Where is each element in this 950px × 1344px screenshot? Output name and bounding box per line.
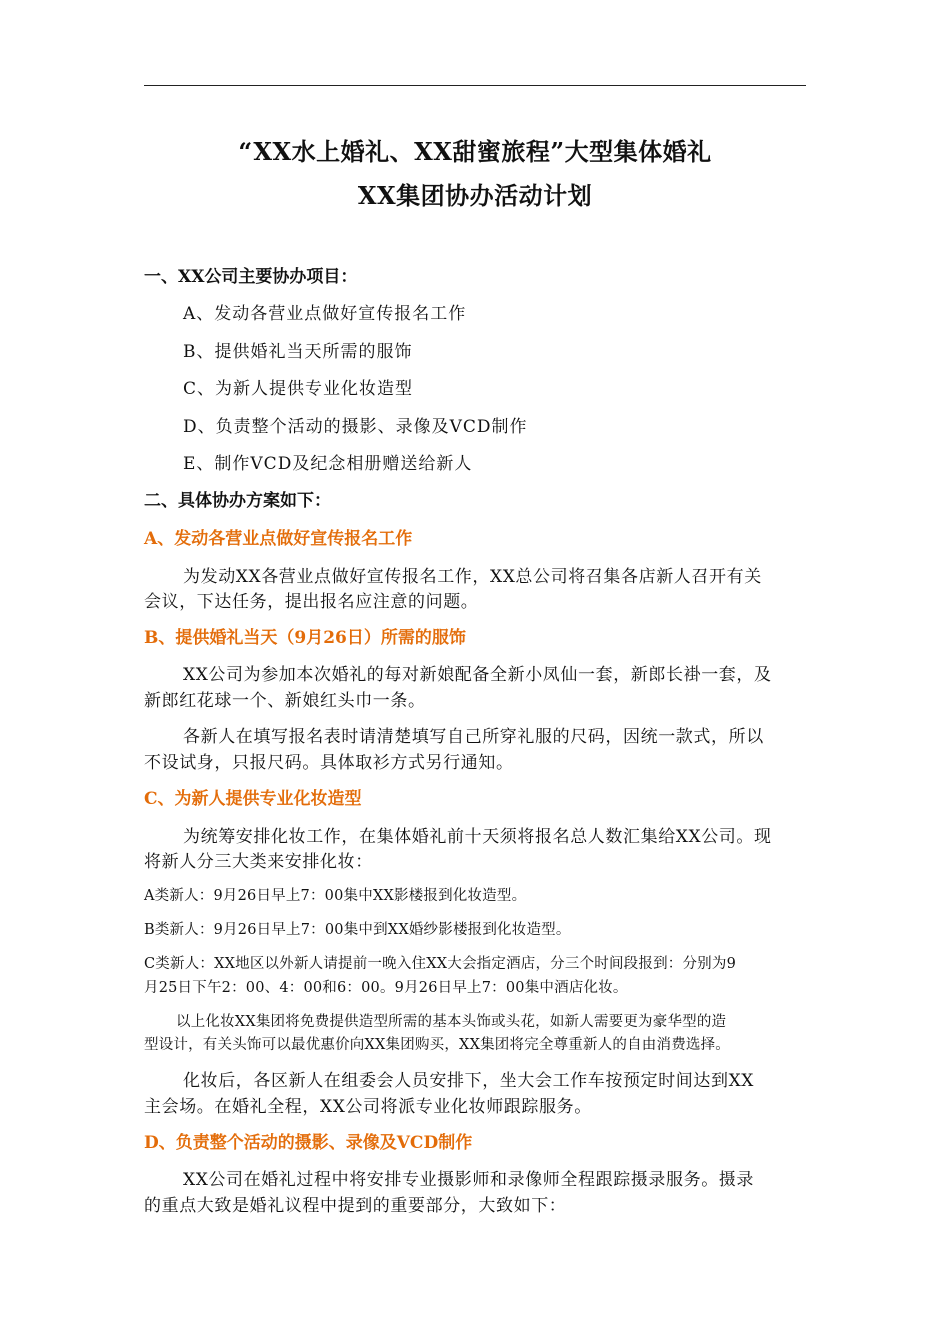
section2-d-heading: D、负责整个活动的摄影、录像及VCD制作: [144, 1133, 473, 1153]
section2-d-paragraph-line2: 的重点大致是婚礼议程中提到的重要部分，大致如下：: [144, 1196, 567, 1216]
section2-d-paragraph-line1: XX公司在婚礼过程中将安排专业摄影师和录像师全程跟踪摄录服务。摄录: [183, 1170, 755, 1190]
section2-c-paragraph2-line1: 以上化妆XX集团将免费提供造型所需的基本头饰或头花，如新人需要更为豪华型的造: [176, 1014, 727, 1030]
section1-item-d: D、负责整个活动的摄影、录像及VCD制作: [183, 417, 528, 437]
section2-c-paragraph1-line1: 为统筹安排化妆工作，在集体婚礼前十天须将报名总人数汇集给XX公司。现: [183, 827, 772, 847]
section1-heading: 一、XX公司主要协办项目：: [144, 267, 358, 287]
section1-item-e: E、制作VCD及纪念相册赠送给新人: [183, 454, 473, 474]
section2-b-heading: B、提供婚礼当天（9月26日）所需的服饰: [144, 628, 466, 648]
section1-item-b: B、提供婚礼当天所需的服饰: [183, 342, 413, 362]
section2-c-paragraph2-line2: 型设计，有关头饰可以最优惠价向XX集团购买，XX集团将完全尊重新人的自由消费选择。: [144, 1037, 730, 1053]
section2-b-paragraph1-line2: 新郎红花球一个、新娘红头巾一条。: [144, 691, 426, 711]
section2-b-paragraph1-line1: XX公司为参加本次婚礼的每对新娘配备全新小凤仙一套，新郎长褂一套，及: [183, 665, 772, 685]
document-title: “XX水上婚礼、XX甜蜜旅程”大型集体婚礼: [238, 137, 712, 166]
section2-c-paragraph3-line2: 主会场。在婚礼全程，XX公司将派专业化妆师跟踪服务。: [144, 1097, 592, 1117]
section2-a-paragraph-line2: 会议，下达任务，提出报名应注意的问题。: [144, 592, 479, 612]
section2-b-paragraph2-line1: 各新人在填写报名表时请清楚填写自己所穿礼服的尺码，因统一款式，所以: [183, 727, 764, 747]
section1-item-a: A、发动各营业点做好宣传报名工作: [183, 304, 467, 324]
section2-c-group-c-line2: 月25日下午2：00、4：00和6：00。9月26日早上7：00集中酒店化妆。: [144, 980, 628, 996]
section2-c-group-c-line1: C类新人：XX地区以外新人请提前一晚入住XX大会指定酒店，分三个时间段报到：分别为9: [144, 956, 737, 972]
section2-c-group-a: A类新人：9月26日早上7：00集中XX影楼报到化妆造型。: [144, 888, 527, 904]
section2-a-heading: A、发动各营业点做好宣传报名工作: [144, 529, 413, 549]
section2-c-paragraph1-line2: 将新人分三大类来安排化妆：: [144, 852, 373, 872]
section2-heading: 二、具体协办方案如下：: [144, 491, 331, 511]
section1-item-c: C、为新人提供专业化妆造型: [183, 379, 414, 399]
section2-a-paragraph-line1: 为发动XX各营业点做好宣传报名工作，XX总公司将召集各店新人召开有关: [183, 567, 762, 587]
document-subtitle: XX集团协办活动计划: [357, 181, 593, 210]
section2-b-paragraph2-line2: 不设试身，只报尺码。具体取衫方式另行通知。: [144, 753, 514, 773]
section2-c-group-b: B类新人：9月26日早上7：00集中到XX婚纱影楼报到化妆造型。: [144, 922, 571, 938]
section2-c-paragraph3-line1: 化妆后，各区新人在组委会人员安排下，坐大会工作车按预定时间达到XX: [183, 1071, 755, 1091]
section2-c-heading: C、为新人提供专业化妆造型: [144, 789, 362, 809]
header-rule: [144, 85, 806, 86]
